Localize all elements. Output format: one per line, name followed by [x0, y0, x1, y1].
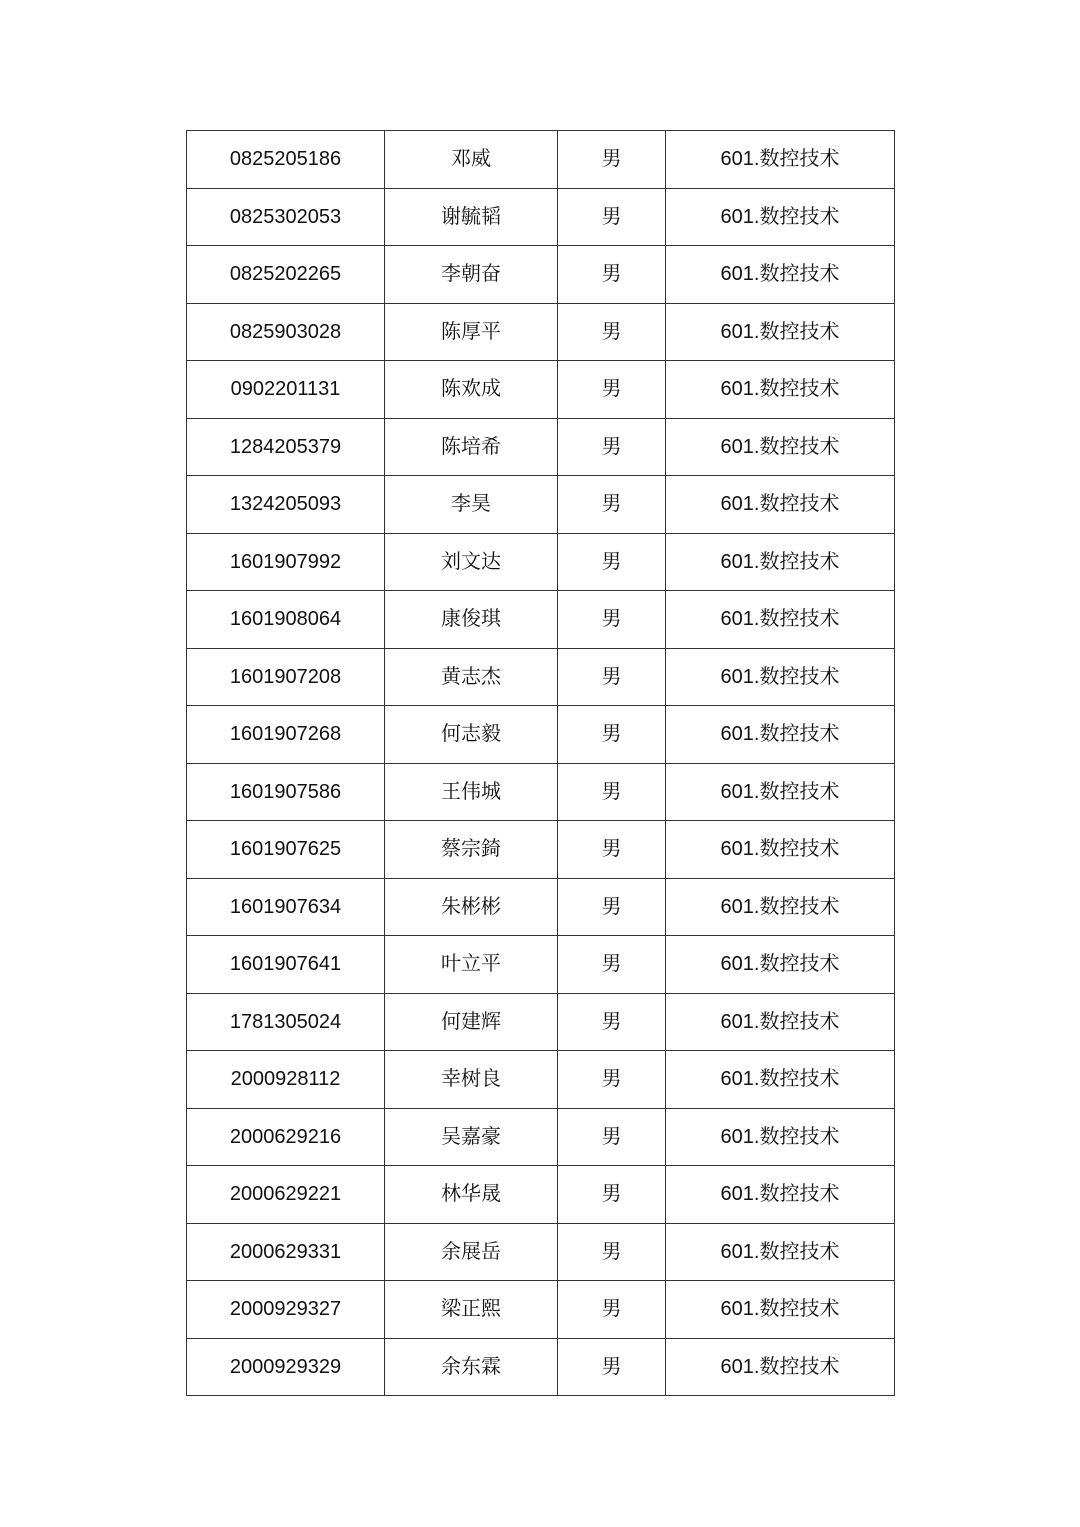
gender-cell: 男: [558, 878, 666, 936]
major-cell: 601.数控技术: [666, 188, 895, 246]
student-id-cell: 1781305024: [187, 993, 385, 1051]
student-name-cell: 陈培希: [385, 418, 558, 476]
gender-cell: 男: [558, 591, 666, 649]
major-cell: 601.数控技术: [666, 1338, 895, 1396]
major-cell: 601.数控技术: [666, 763, 895, 821]
table-row: [187, 1281, 895, 1339]
student-id-cell: 1601907208: [187, 648, 385, 706]
student-id-cell: 2000629216: [187, 1108, 385, 1166]
student-id-cell: 0825205186: [187, 131, 385, 189]
major-cell: 601.数控技术: [666, 1281, 895, 1339]
roster-table-body: [187, 131, 895, 1396]
student-id-cell: 0825903028: [187, 303, 385, 361]
table-row: [187, 533, 895, 591]
student-id-cell: 2000928112: [187, 1051, 385, 1109]
gender-cell: 男: [558, 246, 666, 304]
student-name-cell: 黄志杰: [385, 648, 558, 706]
gender-cell: 男: [558, 476, 666, 534]
table-row: [187, 878, 895, 936]
gender-cell: 男: [558, 303, 666, 361]
table-row: [187, 591, 895, 649]
gender-cell: 男: [558, 131, 666, 189]
table-row: [187, 1223, 895, 1281]
major-cell: 601.数控技术: [666, 131, 895, 189]
table-row: [187, 131, 895, 189]
student-name-cell: 何建辉: [385, 993, 558, 1051]
student-name-cell: 谢毓韬: [385, 188, 558, 246]
student-name-cell: 余东霖: [385, 1338, 558, 1396]
table-row: [187, 188, 895, 246]
table-row: [187, 706, 895, 764]
major-cell: 601.数控技术: [666, 993, 895, 1051]
table-row: [187, 303, 895, 361]
student-name-cell: 陈厚平: [385, 303, 558, 361]
gender-cell: 男: [558, 418, 666, 476]
student-name-cell: 邓威: [385, 131, 558, 189]
gender-cell: 男: [558, 533, 666, 591]
student-id-cell: 0825302053: [187, 188, 385, 246]
student-name-cell: 幸树良: [385, 1051, 558, 1109]
table-row: [187, 476, 895, 534]
gender-cell: 男: [558, 361, 666, 419]
table-row: [187, 1108, 895, 1166]
student-name-cell: 梁正熙: [385, 1281, 558, 1339]
gender-cell: 男: [558, 821, 666, 879]
student-name-cell: 何志毅: [385, 706, 558, 764]
major-cell: 601.数控技术: [666, 1051, 895, 1109]
major-cell: 601.数控技术: [666, 361, 895, 419]
gender-cell: 男: [558, 1166, 666, 1224]
major-cell: 601.数控技术: [666, 591, 895, 649]
major-cell: 601.数控技术: [666, 1166, 895, 1224]
major-cell: 601.数控技术: [666, 706, 895, 764]
table-row: [187, 361, 895, 419]
student-id-cell: 1601907625: [187, 821, 385, 879]
table-row: [187, 936, 895, 994]
major-cell: 601.数控技术: [666, 648, 895, 706]
table-row: [187, 821, 895, 879]
table-row: [187, 1051, 895, 1109]
student-id-cell: 0902201131: [187, 361, 385, 419]
table-row: [187, 1338, 895, 1396]
student-name-cell: 林华晟: [385, 1166, 558, 1224]
student-name-cell: 余展岳: [385, 1223, 558, 1281]
major-cell: 601.数控技术: [666, 303, 895, 361]
student-id-cell: 1284205379: [187, 418, 385, 476]
table-row: [187, 246, 895, 304]
student-name-cell: 叶立平: [385, 936, 558, 994]
gender-cell: 男: [558, 188, 666, 246]
student-id-cell: 1601907586: [187, 763, 385, 821]
table-row: [187, 418, 895, 476]
student-id-cell: 1324205093: [187, 476, 385, 534]
student-name-cell: 康俊琪: [385, 591, 558, 649]
gender-cell: 男: [558, 706, 666, 764]
major-cell: 601.数控技术: [666, 418, 895, 476]
table-row: [187, 648, 895, 706]
gender-cell: 男: [558, 1051, 666, 1109]
major-cell: 601.数控技术: [666, 246, 895, 304]
student-id-cell: 1601907268: [187, 706, 385, 764]
student-id-cell: 2000629331: [187, 1223, 385, 1281]
student-id-cell: 1601908064: [187, 591, 385, 649]
gender-cell: 男: [558, 1338, 666, 1396]
student-roster-table: [186, 130, 895, 1396]
major-cell: 601.数控技术: [666, 533, 895, 591]
student-name-cell: 朱彬彬: [385, 878, 558, 936]
student-name-cell: 蔡宗錡: [385, 821, 558, 879]
gender-cell: 男: [558, 936, 666, 994]
student-id-cell: 2000629221: [187, 1166, 385, 1224]
student-name-cell: 刘文达: [385, 533, 558, 591]
student-id-cell: 2000929329: [187, 1338, 385, 1396]
major-cell: 601.数控技术: [666, 878, 895, 936]
major-cell: 601.数控技术: [666, 936, 895, 994]
gender-cell: 男: [558, 993, 666, 1051]
gender-cell: 男: [558, 1281, 666, 1339]
table-row: [187, 763, 895, 821]
student-name-cell: 王伟城: [385, 763, 558, 821]
student-name-cell: 吴嘉豪: [385, 1108, 558, 1166]
student-id-cell: 1601907992: [187, 533, 385, 591]
major-cell: 601.数控技术: [666, 1108, 895, 1166]
table-row: [187, 993, 895, 1051]
student-name-cell: 李昊: [385, 476, 558, 534]
student-id-cell: 1601907641: [187, 936, 385, 994]
student-name-cell: 李朝奋: [385, 246, 558, 304]
gender-cell: 男: [558, 1108, 666, 1166]
gender-cell: 男: [558, 648, 666, 706]
major-cell: 601.数控技术: [666, 1223, 895, 1281]
student-id-cell: 2000929327: [187, 1281, 385, 1339]
student-name-cell: 陈欢成: [385, 361, 558, 419]
student-id-cell: 0825202265: [187, 246, 385, 304]
gender-cell: 男: [558, 763, 666, 821]
gender-cell: 男: [558, 1223, 666, 1281]
table-row: [187, 1166, 895, 1224]
major-cell: 601.数控技术: [666, 476, 895, 534]
student-id-cell: 1601907634: [187, 878, 385, 936]
major-cell: 601.数控技术: [666, 821, 895, 879]
